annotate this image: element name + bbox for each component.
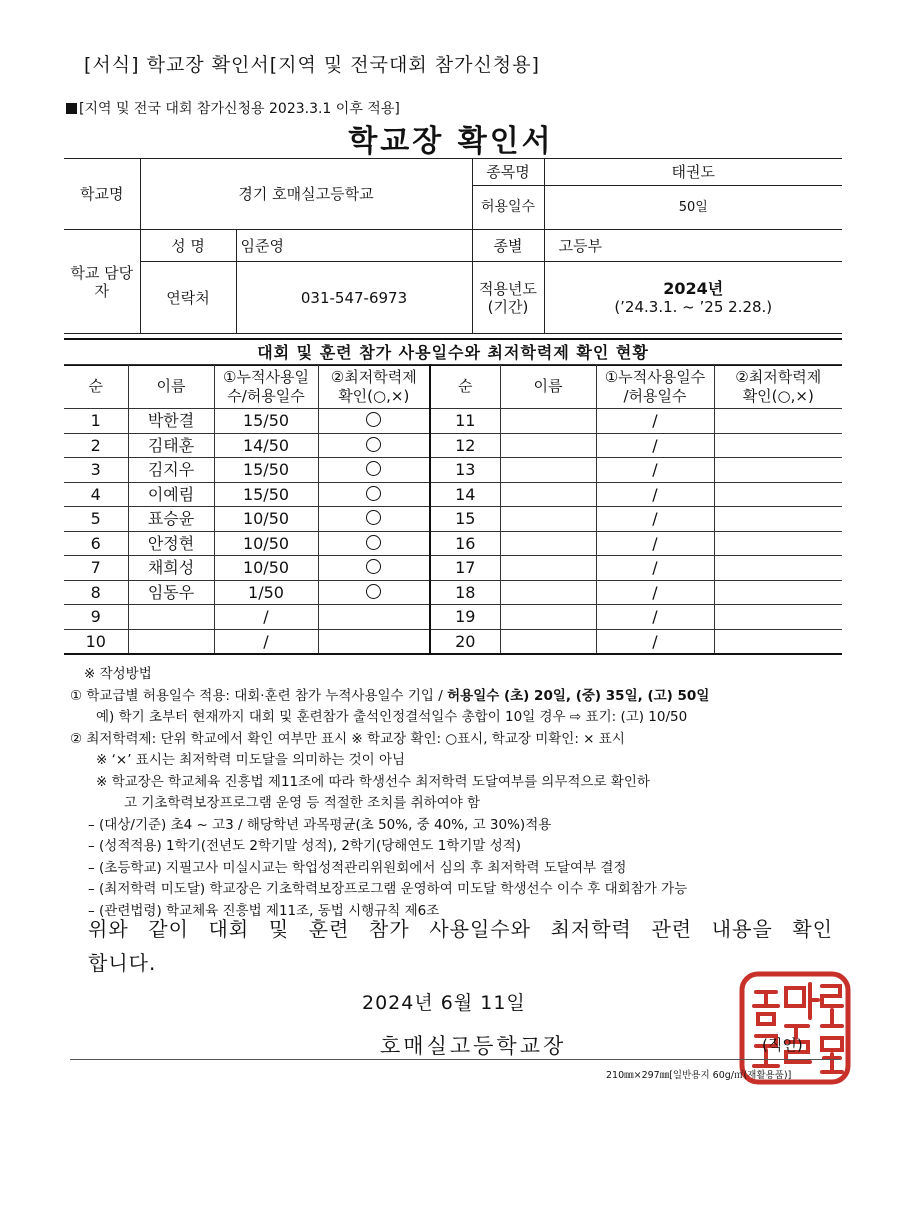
table-row	[64, 605, 842, 630]
note-1	[70, 686, 850, 708]
period-label	[472, 262, 544, 334]
main-title: 학교장 확인서	[348, 124, 554, 159]
row-no: 2	[64, 433, 128, 458]
row-name	[128, 629, 214, 654]
row-no-r: 12	[430, 433, 500, 458]
table-row	[64, 580, 842, 605]
school-name: 경기 호매실고등학교	[140, 159, 472, 230]
confirm-line-2: 합니다.	[88, 951, 157, 975]
row-min-check-r	[714, 458, 842, 483]
row-min-check	[318, 458, 430, 483]
row-no-r: 18	[430, 580, 500, 605]
row-name	[128, 605, 214, 630]
row-days-r: /	[596, 409, 714, 434]
row-name-r	[500, 409, 596, 434]
circle-mark-icon	[366, 510, 381, 525]
detail-1: – (대상/기준) 초4 ~ 고3 / 해당학년 과목평균(초 50%, 중 40%, 고 30%)적용	[88, 816, 552, 833]
row-no: 6	[64, 531, 128, 556]
note-4a: ※ 학교장은 학교체육 진흥법 제11조에 따라 학생선수 최저학력 도달여부를 의무적으로 확인하	[96, 773, 650, 790]
circle-mark-icon	[366, 559, 381, 574]
row-no: 1	[64, 409, 128, 434]
circle-mark-icon	[366, 535, 381, 550]
row-days-r: /	[596, 580, 714, 605]
col-min-r-l1: ②최저학력제	[735, 367, 822, 386]
row-days-r: /	[596, 482, 714, 507]
allowed-days-label: 허용일수	[472, 186, 544, 230]
row-min-check-r	[714, 482, 842, 507]
row-no-r: 14	[430, 482, 500, 507]
table-row	[64, 556, 842, 581]
row-name-r	[500, 507, 596, 532]
note-2: ② 최저학력제: 단위 학교에서 확인 여부만 표시 ※ 학교장 확인: ○표시, 학교장 미확인: × 표시	[70, 730, 625, 747]
col-min	[318, 365, 430, 409]
date: 2024년 6월 11일	[362, 992, 526, 1014]
col-days-r-l1: ①누적사용일수	[604, 367, 706, 386]
row-name-r	[500, 580, 596, 605]
row-no: 10	[64, 629, 128, 654]
circle-mark-icon	[366, 486, 381, 501]
circle-mark-icon	[366, 412, 381, 427]
square-bullet-icon	[66, 103, 77, 114]
period-label-line1: 적용년도	[479, 279, 537, 298]
event-label: 종목명	[472, 159, 544, 186]
signer: 호매실고등학교장	[380, 1034, 567, 1058]
row-min-check	[318, 556, 430, 581]
row-name: 김태훈	[128, 433, 214, 458]
row-days: 10/50	[214, 556, 318, 581]
detail-4: – (최저학력 미도달) 학교장은 기초학력보장프로그램 운영하여 미도달 학생선수 이수 후 대회참가 가능	[88, 881, 688, 897]
row-min-check-r	[714, 556, 842, 581]
row-days: 15/50	[214, 458, 318, 483]
row-days: 14/50	[214, 433, 318, 458]
row-name: 김지우	[128, 458, 214, 483]
row-min-check-r	[714, 531, 842, 556]
row-days-r: /	[596, 605, 714, 630]
note-1b: 허용일수 (초) 20일, (중) 35일, (고) 50일	[447, 687, 710, 704]
row-min-check	[318, 507, 430, 532]
row-days: /	[214, 605, 318, 630]
row-days: 1/50	[214, 580, 318, 605]
row-min-check	[318, 433, 430, 458]
row-no-r: 15	[430, 507, 500, 532]
row-min-check	[318, 409, 430, 434]
col-days-r-l2: /허용일수	[623, 386, 687, 405]
table-row	[64, 409, 842, 434]
circle-mark-icon	[366, 584, 381, 599]
col-min-l1: ②최저학력제	[330, 367, 417, 386]
note-1a: ① 학교급별 허용일수 적용: 대회·훈련 참가 누적사용일수 기입 /	[70, 687, 448, 704]
row-days: 15/50	[214, 482, 318, 507]
seal-label: (직인)	[762, 1036, 803, 1054]
row-name: 이예림	[128, 482, 214, 507]
col-min-r	[714, 365, 842, 409]
row-days: /	[214, 629, 318, 654]
row-name-r	[500, 556, 596, 581]
detail-3: – (초등학교) 지필고사 미실시교는 학업성적관리위원회에서 심의 후 최저학력 도달여부 결정	[88, 859, 627, 876]
period-year: 2024년	[663, 278, 724, 298]
row-no: 5	[64, 507, 128, 532]
table-row	[64, 507, 842, 532]
bottom-rule	[70, 1059, 840, 1060]
row-no: 9	[64, 605, 128, 630]
col-min-l2: 확인(○,×)	[338, 386, 410, 405]
row-name-r	[500, 531, 596, 556]
row-days: 15/50	[214, 409, 318, 434]
row-name: 안정현	[128, 531, 214, 556]
row-days-r: /	[596, 458, 714, 483]
confirm-line-1: 위와 같이 대회 및 훈련 참가 사용일수와 최저학력 관련 내용을 확인	[88, 917, 833, 941]
period-label-line2: (기간)	[487, 297, 529, 316]
note-3: ※ ‘×’ 표시는 최저학력 미도달을 의미하는 것이 아님	[96, 752, 406, 768]
col-days-l2: 수/허용일수	[227, 386, 305, 405]
row-min-check	[318, 482, 430, 507]
confirmation-statement	[88, 912, 833, 980]
row-name: 채희성	[128, 556, 214, 581]
row-days: 10/50	[214, 507, 318, 532]
detail-2: – (성적적용) 1학기(전년도 2학기말 성적), 2학기(당해연도 1학기말 성적)	[88, 838, 522, 854]
status-header: 대회 및 훈련 참가 사용일수와 최저학력제 확인 현황	[64, 338, 842, 366]
col-days	[214, 365, 318, 409]
row-min-check-r	[714, 433, 842, 458]
row-min-check-r	[714, 580, 842, 605]
col-days-l1: ①누적사용일	[223, 367, 309, 386]
note-4b: 고 기초학력보장프로그램 운영 등 적절한 조치를 취하여야 함	[124, 795, 481, 811]
row-name: 표승윤	[128, 507, 214, 532]
name-value: 임준영	[236, 230, 472, 262]
row-min-check	[318, 605, 430, 630]
table-row	[64, 629, 842, 654]
name-label: 성 명	[140, 230, 236, 262]
col-name: 이름	[128, 365, 214, 409]
status-table	[64, 364, 842, 655]
row-name: 박한결	[128, 409, 214, 434]
info-table	[64, 158, 842, 334]
notes-heading: ※ 작성방법	[84, 666, 152, 682]
row-no: 7	[64, 556, 128, 581]
col-name-r: 이름	[500, 365, 596, 409]
detail-5: – (관련법령) 학교체육 진흥법 제11조, 동법 시행규칙 제6조	[88, 902, 440, 919]
contact-label: 연락처	[140, 262, 236, 334]
row-days-r: /	[596, 507, 714, 532]
division-value: 고등부	[544, 230, 842, 262]
row-min-check-r	[714, 605, 842, 630]
manager-label: 학교 담당자	[64, 230, 140, 334]
allowed-days-value: 50일	[544, 186, 842, 230]
col-min-r-l2: 확인(○,×)	[742, 386, 814, 405]
table-header-row	[64, 365, 842, 409]
row-no-r: 11	[430, 409, 500, 434]
table-row	[64, 433, 842, 458]
row-min-check	[318, 580, 430, 605]
subtitle	[66, 98, 400, 118]
row-no-r: 19	[430, 605, 500, 630]
row-min-check-r	[714, 507, 842, 532]
subtitle-text: [지역 및 전국 대회 참가신청용 2023.3.1 이후 적용]	[79, 101, 400, 117]
row-no: 8	[64, 580, 128, 605]
row-no: 3	[64, 458, 128, 483]
col-days-r	[596, 365, 714, 409]
row-days-r: /	[596, 531, 714, 556]
row-name: 임동우	[128, 580, 214, 605]
row-name-r	[500, 458, 596, 483]
circle-mark-icon	[366, 437, 381, 452]
row-no-r: 16	[430, 531, 500, 556]
period-value	[544, 262, 842, 334]
event-value: 태권도	[544, 159, 842, 186]
row-name-r	[500, 629, 596, 654]
table-row	[64, 531, 842, 556]
row-min-check	[318, 629, 430, 654]
contact-value: 031-547-6973	[236, 262, 472, 334]
form-title: [서식] 학교장 확인서[지역 및 전국대회 참가신청용]	[84, 54, 540, 76]
note-1c: 예) 학기 초부터 현재까지 대회 및 훈련참가 출석인정결석일수 총합이 10일 경우 ⇨ 표기: (고) 10/50	[96, 709, 688, 725]
row-days: 10/50	[214, 531, 318, 556]
row-no: 4	[64, 482, 128, 507]
period-range: (’24.3.1. ~ ’25 2.28.)	[614, 298, 773, 317]
row-no-r: 13	[430, 458, 500, 483]
row-name-r	[500, 482, 596, 507]
table-row	[64, 458, 842, 483]
row-days-r: /	[596, 629, 714, 654]
circle-mark-icon	[366, 461, 381, 476]
row-min-check	[318, 531, 430, 556]
row-name-r	[500, 605, 596, 630]
col-no: 순	[64, 365, 128, 409]
division-label: 종별	[472, 230, 544, 262]
row-min-check-r	[714, 629, 842, 654]
row-min-check-r	[714, 409, 842, 434]
row-no-r: 20	[430, 629, 500, 654]
row-days-r: /	[596, 433, 714, 458]
paper-spec-footer: 210㎜×297㎜[일반용지 60g/㎡(재활용품)]	[606, 1070, 792, 1081]
col-no-r: 순	[430, 365, 500, 409]
notes	[70, 664, 850, 922]
row-no-r: 17	[430, 556, 500, 581]
row-name-r	[500, 433, 596, 458]
table-row	[64, 482, 842, 507]
school-label: 학교명	[64, 159, 140, 230]
row-days-r: /	[596, 556, 714, 581]
